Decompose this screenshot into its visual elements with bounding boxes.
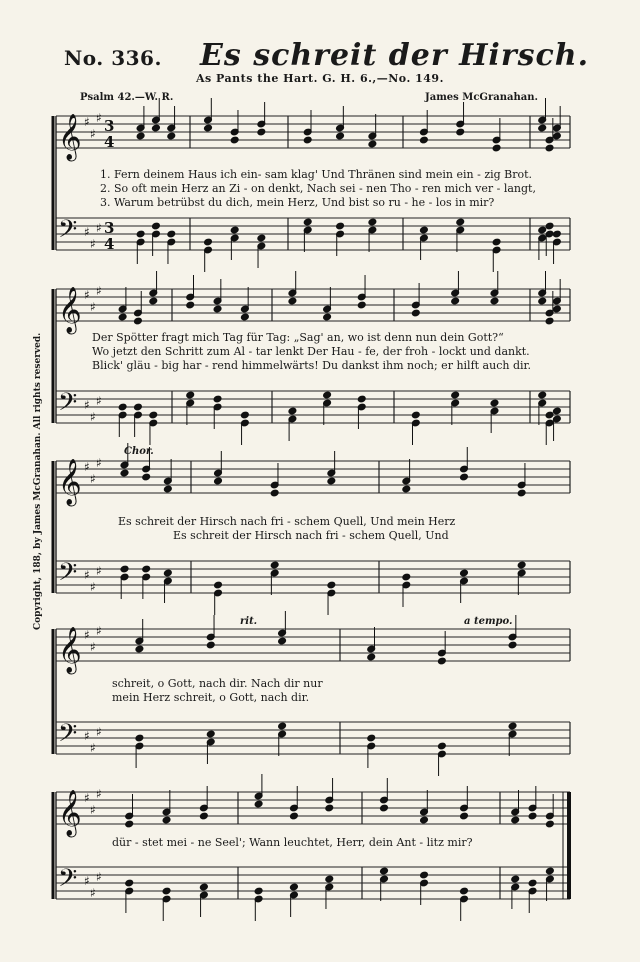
note-head <box>451 391 460 399</box>
note-head <box>438 657 447 665</box>
sharp-icon: ♯ <box>96 564 102 578</box>
note-head <box>456 218 465 226</box>
note-head <box>357 301 366 309</box>
note-head <box>528 812 537 820</box>
note-head <box>136 230 145 238</box>
copyright-notice: Copyright, 188, by James McGranahan. All rights reserved. <box>33 332 43 630</box>
sharp-icon: ♯ <box>90 886 96 900</box>
note-head <box>545 222 554 230</box>
note-head <box>367 734 376 742</box>
note-head <box>411 309 420 317</box>
note-head <box>213 395 222 403</box>
note-head <box>492 238 501 246</box>
time-signature-bottom: 4 <box>104 235 115 253</box>
treble-clef-icon: 𝄞 <box>58 114 82 160</box>
note-head <box>134 317 143 325</box>
note-head <box>135 734 144 742</box>
note-head <box>125 879 134 887</box>
note-head <box>288 297 297 305</box>
hymn-title: Es schreit der Hirsch. <box>200 38 590 73</box>
note-head <box>230 226 239 234</box>
text-credit: Psalm 42.—W. R. <box>80 92 174 103</box>
sharp-icon: ♯ <box>96 787 102 801</box>
note-head <box>214 477 223 485</box>
note-head <box>120 565 129 573</box>
note-head <box>517 561 526 569</box>
note-head <box>213 305 222 313</box>
note-head <box>327 581 336 589</box>
note-head <box>206 641 215 649</box>
note-head <box>368 140 377 148</box>
note-head <box>420 226 429 234</box>
bass-clef-icon: 𝄢 <box>58 558 78 593</box>
sharp-icon: ♯ <box>90 640 96 654</box>
note-head <box>325 875 334 883</box>
note-head <box>214 581 223 589</box>
note-head <box>134 403 143 411</box>
note-head <box>528 879 537 887</box>
sharp-icon: ♯ <box>96 221 102 235</box>
note-head <box>460 887 469 895</box>
sharp-icon: ♯ <box>90 410 96 424</box>
chorus-lyric-upper-1: Es schreit der Hirsch nach fri - schem Quell, Und mein Herz <box>118 515 456 528</box>
note-head <box>162 887 171 895</box>
note-head <box>241 313 250 321</box>
note-head <box>508 722 517 730</box>
sharp-icon: ♯ <box>96 284 102 298</box>
treble-clef-icon: 𝄞 <box>58 790 82 836</box>
time-signature-top: 3 <box>104 219 115 237</box>
note-head <box>460 812 469 820</box>
composer-credit: James McGranahan. <box>425 92 538 103</box>
hymn-subtitle: As Pants the Hart. G. H. 6.,—No. 149. <box>196 72 444 85</box>
sharp-icon: ♯ <box>90 472 96 486</box>
note-head <box>257 234 266 242</box>
note-head <box>142 473 151 481</box>
note-head <box>327 477 336 485</box>
note-head <box>149 297 158 305</box>
a-tempo-marking: a tempo. <box>464 616 513 627</box>
note-head <box>546 820 555 828</box>
time-signature-bottom: 4 <box>104 133 115 151</box>
sharp-icon: ♯ <box>84 398 90 412</box>
treble-clef-icon: 𝄞 <box>58 459 82 505</box>
note-head <box>167 132 176 140</box>
note-head <box>254 887 263 895</box>
lyric-verse-2b: Wo jetzt den Schritt zum Al - tar lenkt Der Hau - fe, der froh - lockt und dankt. <box>92 345 530 358</box>
lyric-verse-1b: Der Spötter fragt mich Tag für Tag: „Sag' an, wo ist denn nun dein Gott?“ <box>92 331 504 344</box>
note-head <box>186 391 195 399</box>
sharp-icon: ♯ <box>84 568 90 582</box>
note-head <box>460 569 469 577</box>
bass-clef-icon: 𝄢 <box>58 719 78 754</box>
chorus-lyric-upper-2: schreit, o Gott, nach dir. Nach dir nur <box>112 677 323 690</box>
note-head <box>125 820 134 828</box>
note-head <box>288 407 297 415</box>
note-head <box>553 407 562 415</box>
note-head <box>270 561 279 569</box>
note-head <box>162 816 171 824</box>
note-head <box>553 132 562 140</box>
note-head <box>538 391 547 399</box>
note-head <box>336 132 345 140</box>
sharp-icon: ♯ <box>84 460 90 474</box>
note-head <box>167 230 176 238</box>
note-head <box>357 395 366 403</box>
note-head <box>152 124 161 132</box>
sharp-icon: ♯ <box>84 115 90 129</box>
note-head <box>325 804 334 812</box>
sharp-icon: ♯ <box>96 456 102 470</box>
sharp-icon: ♯ <box>90 237 96 251</box>
sharp-icon: ♯ <box>84 225 90 239</box>
bass-clef-icon: 𝄢 <box>58 388 78 423</box>
note-head <box>336 222 345 230</box>
note-head <box>538 226 547 234</box>
note-head <box>290 812 299 820</box>
note-head <box>254 800 263 808</box>
note-head <box>230 136 239 144</box>
note-head <box>241 411 250 419</box>
lyric-verse-1a: 1. Fern deinem Haus ich ein- sam klag' Und Thränen sind mein ein - zig Brot. <box>100 168 533 181</box>
note-head <box>367 653 376 661</box>
note-head <box>118 403 127 411</box>
note-head <box>420 816 429 824</box>
note-head <box>136 132 145 140</box>
bass-clef-icon: 𝄢 <box>58 864 78 899</box>
note-head <box>517 489 526 497</box>
note-head <box>402 573 411 581</box>
note-head <box>186 301 195 309</box>
note-head <box>490 297 499 305</box>
note-head <box>164 569 173 577</box>
sharp-icon: ♯ <box>96 624 102 638</box>
final-lyric: dür - stet mei - ne Seel'; Wann leuchtet, Herr, dein Ant - litz mir? <box>112 836 473 849</box>
note-head <box>142 565 151 573</box>
sharp-icon: ♯ <box>96 394 102 408</box>
bass-clef-icon: 𝄢 <box>58 215 78 250</box>
note-head <box>204 124 213 132</box>
sharp-icon: ♯ <box>84 288 90 302</box>
note-head <box>323 313 332 321</box>
sharp-icon: ♯ <box>96 870 102 884</box>
note-head <box>204 238 213 246</box>
note-head <box>206 730 215 738</box>
chorus-lyric-lower-2: mein Herz schreit, o Gott, nach dir. <box>112 691 310 704</box>
note-head <box>538 124 547 132</box>
note-head <box>411 411 420 419</box>
note-head <box>553 230 562 238</box>
chorus-lyric-lower-1: Es schreit der Hirsch nach fri - schem Quell, Und <box>173 529 449 542</box>
sharp-icon: ♯ <box>96 111 102 125</box>
note-head <box>368 218 377 226</box>
note-head <box>538 297 547 305</box>
note-head <box>303 136 312 144</box>
note-head <box>149 411 158 419</box>
chorus-marking: Chor. <box>124 446 154 457</box>
note-head <box>164 485 173 493</box>
note-head <box>545 411 554 419</box>
note-head <box>553 305 562 313</box>
note-head <box>200 883 209 891</box>
note-head <box>490 399 499 407</box>
note-head <box>380 804 389 812</box>
note-head <box>451 297 460 305</box>
note-head <box>546 867 555 875</box>
sharp-icon: ♯ <box>96 725 102 739</box>
note-head <box>492 144 501 152</box>
treble-clef-icon: 𝄞 <box>58 287 82 333</box>
sharp-icon: ♯ <box>90 803 96 817</box>
sharp-icon: ♯ <box>90 580 96 594</box>
note-head <box>545 144 554 152</box>
note-head <box>303 218 312 226</box>
note-head <box>511 875 520 883</box>
sharp-icon: ♯ <box>84 874 90 888</box>
sharp-icon: ♯ <box>84 628 90 642</box>
note-head <box>460 473 469 481</box>
note-head <box>278 637 287 645</box>
sharp-icon: ♯ <box>84 791 90 805</box>
note-head <box>290 883 299 891</box>
time-signature-top: 3 <box>104 117 115 135</box>
note-head <box>270 489 279 497</box>
sharp-icon: ♯ <box>90 127 96 141</box>
note-head <box>511 816 520 824</box>
note-head <box>200 812 209 820</box>
note-head <box>420 136 429 144</box>
lyric-verse-3b: Blick' gläu - big har - rend himmelwärts! Du dankst ihm noch; er hilft auch dir. <box>92 359 532 372</box>
note-head <box>118 313 127 321</box>
sharp-icon: ♯ <box>90 300 96 314</box>
lyric-verse-2a: 2. So oft mein Herz an Zi - on denkt, Nach sei - nen Tho - ren mich ver - langt, <box>100 182 536 195</box>
treble-clef-icon: 𝄞 <box>58 627 82 673</box>
note-head <box>420 871 429 879</box>
note-head <box>456 128 465 136</box>
note-head <box>402 485 411 493</box>
lyric-verse-3a: 3. Warum betrübst du dich, mein Herz, Und bist so ru - he - los in mir? <box>100 196 495 209</box>
hymn-number: No. 336. <box>64 46 162 70</box>
note-head <box>278 722 287 730</box>
note-head <box>323 391 332 399</box>
sharp-icon: ♯ <box>90 741 96 755</box>
note-head <box>135 645 144 653</box>
rit-marking: rit. <box>240 616 258 627</box>
note-head <box>120 469 129 477</box>
note-head <box>152 222 161 230</box>
note-head <box>380 867 389 875</box>
note-head <box>438 742 447 750</box>
sharp-icon: ♯ <box>84 729 90 743</box>
note-head <box>508 641 517 649</box>
note-head <box>545 317 554 325</box>
note-head <box>257 128 266 136</box>
